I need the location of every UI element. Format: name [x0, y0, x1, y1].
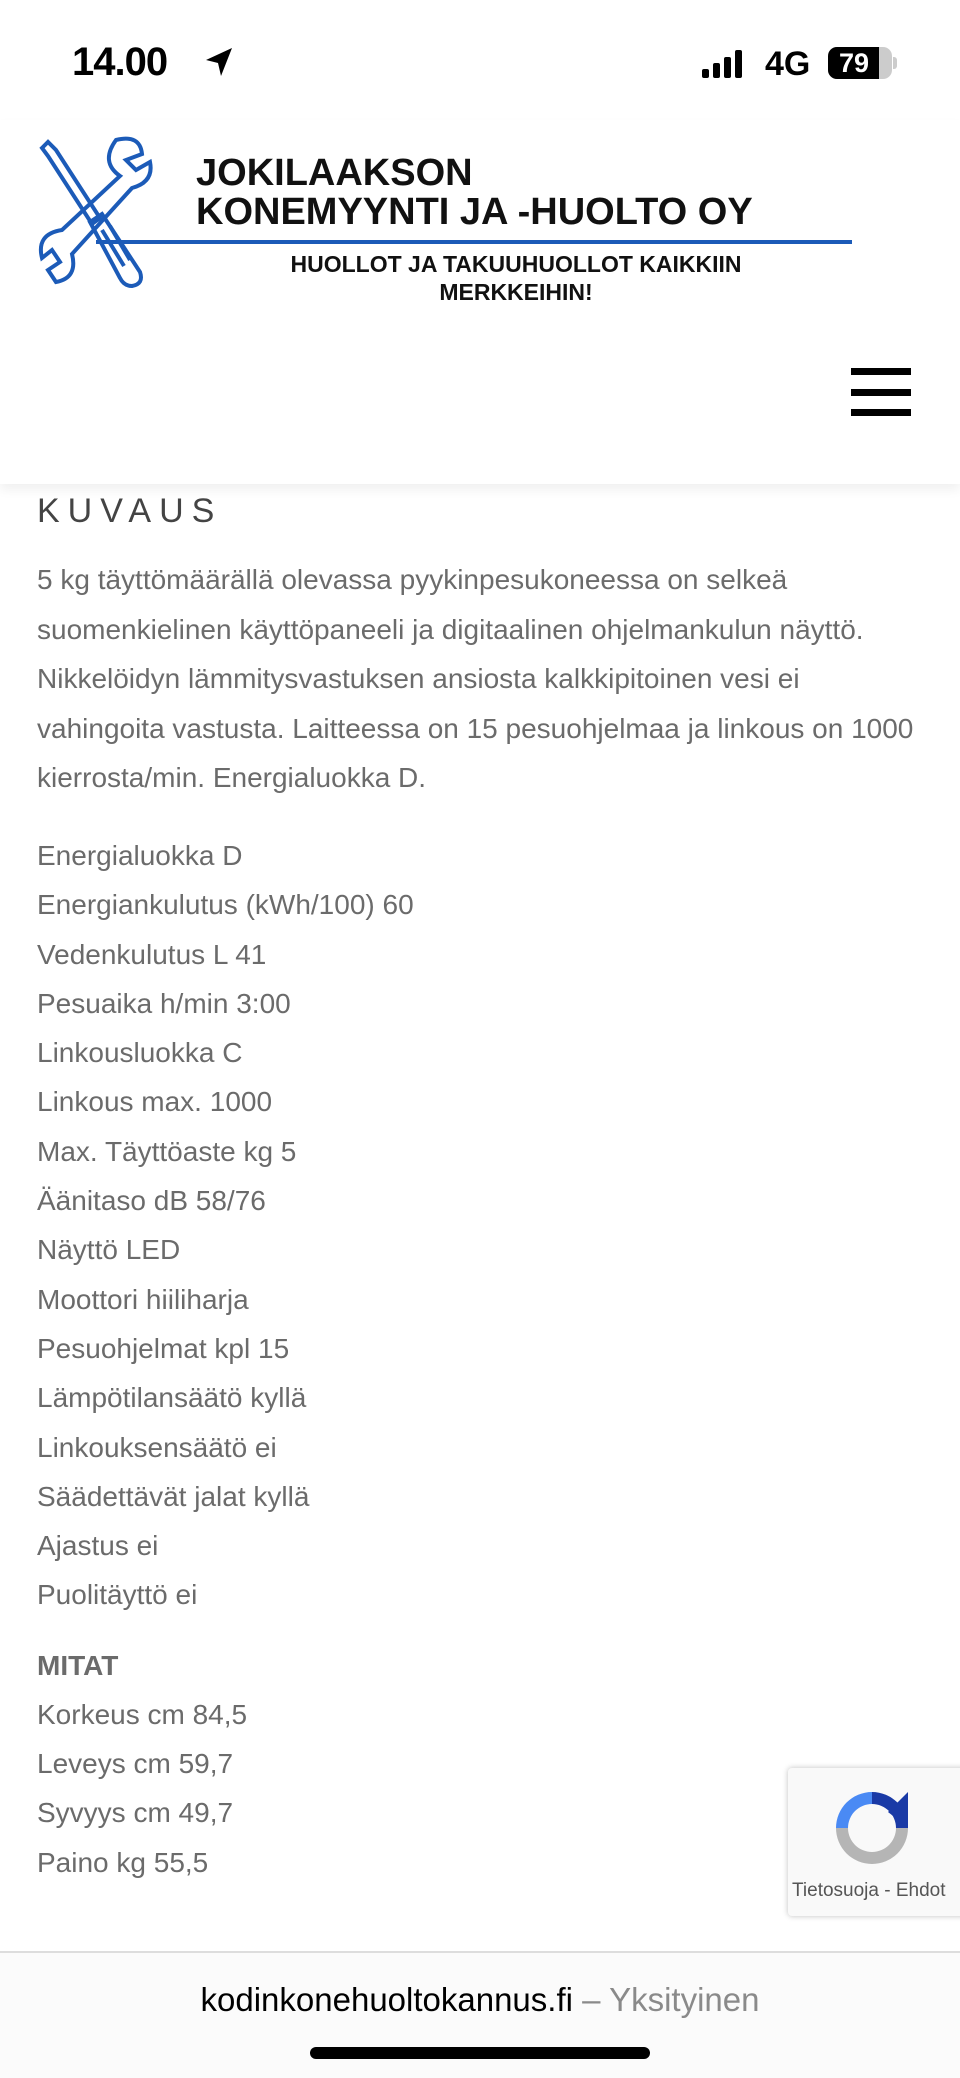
spec-item: Näyttö LED: [37, 1234, 181, 1266]
spec-item: Pesuohjelmat kpl 15: [37, 1332, 290, 1364]
signal-icon: [702, 50, 742, 78]
spec-item: Energiankulutus (kWh/100) 60: [37, 889, 414, 921]
spec-item: Pesuaika h/min 3:00: [37, 987, 291, 1019]
location-arrow-icon: [204, 46, 234, 78]
battery-icon: [828, 47, 892, 79]
product-content: [37, 555, 927, 1887]
network-type: 4G: [765, 45, 811, 83]
site-header: [0, 120, 960, 484]
spec-item: Linkous max. 1000: [37, 1086, 273, 1118]
spec-item: Paino kg 55,5: [37, 1846, 209, 1878]
spec-list: [37, 831, 927, 1620]
battery-level: 79: [838, 48, 870, 78]
home-indicator[interactable]: [310, 2047, 650, 2059]
logo-divider: [96, 240, 852, 244]
browser-address-bar[interactable]: [0, 1951, 960, 2078]
spec-item: Syvyys cm 49,7: [37, 1797, 234, 1829]
battery-nub: [893, 57, 897, 69]
spec-item: Äänitaso dB 58/76: [37, 1185, 266, 1217]
url-domain[interactable]: kodinkonehuoltokannus.fi: [200, 1981, 573, 2018]
spec-item: Energialuokka D: [37, 839, 243, 871]
hamburger-menu-button[interactable]: [851, 368, 911, 416]
dimensions-heading: MITAT: [37, 1649, 119, 1681]
section-heading: KUVAUS: [37, 492, 223, 530]
spec-item: Leveys cm 59,7: [37, 1748, 234, 1780]
spec-item: Puolitäyttö ei: [37, 1579, 198, 1611]
clock: 14.00: [72, 40, 168, 84]
status-bar: [0, 0, 960, 120]
wrench-screwdriver-icon: [36, 134, 196, 294]
logo-tagline: HUOLLOT JA TAKUUHUOLLOT KAIKKIIN MERKKEIHIN!: [290, 251, 742, 305]
recaptcha-icon: [826, 1782, 918, 1874]
product-description: 5 kg täyttömäärällä olevassa pyykinpesukoneessa on selkeä suomenkielinen käyttöpaneeli ja digitaalinen ohjelmankulun näyttö. Nikkelöidyn lämmitysvastuksen ansiosta kalkkipitoinen vesi ei vahingoita vastusta. Laitteessa on 15 pesuohjelmaa ja linkous on 1000 kierrosta/min. Energialuokka D.: [37, 564, 914, 794]
logo-line-1: JOKILAAKSON: [196, 152, 473, 194]
recaptcha-links[interactable]: Tietosuoja - Ehdot: [792, 1880, 946, 1901]
spec-item: Max. Täyttöaste kg 5: [37, 1135, 297, 1167]
spec-item: Linkouksensäätö ei: [37, 1431, 277, 1463]
spec-item: Lämpötilansäätö kyllä: [37, 1382, 307, 1414]
private-mode-label: – Yksityinen: [572, 1981, 760, 2018]
spec-item: Säädettävät jalat kyllä: [37, 1480, 310, 1512]
spec-item: Korkeus cm 84,5: [37, 1698, 248, 1730]
recaptcha-badge[interactable]: [788, 1768, 960, 1916]
site-logo[interactable]: [36, 134, 856, 305]
spec-item: Moottori hiiliharja: [37, 1283, 249, 1315]
spec-item: Ajastus ei: [37, 1530, 159, 1562]
spec-item: Vedenkulutus L 41: [37, 938, 267, 970]
logo-line-2: KONEMYYNTI JA -HUOLTO OY: [196, 191, 753, 233]
spec-item: Linkousluokka C: [37, 1037, 243, 1069]
